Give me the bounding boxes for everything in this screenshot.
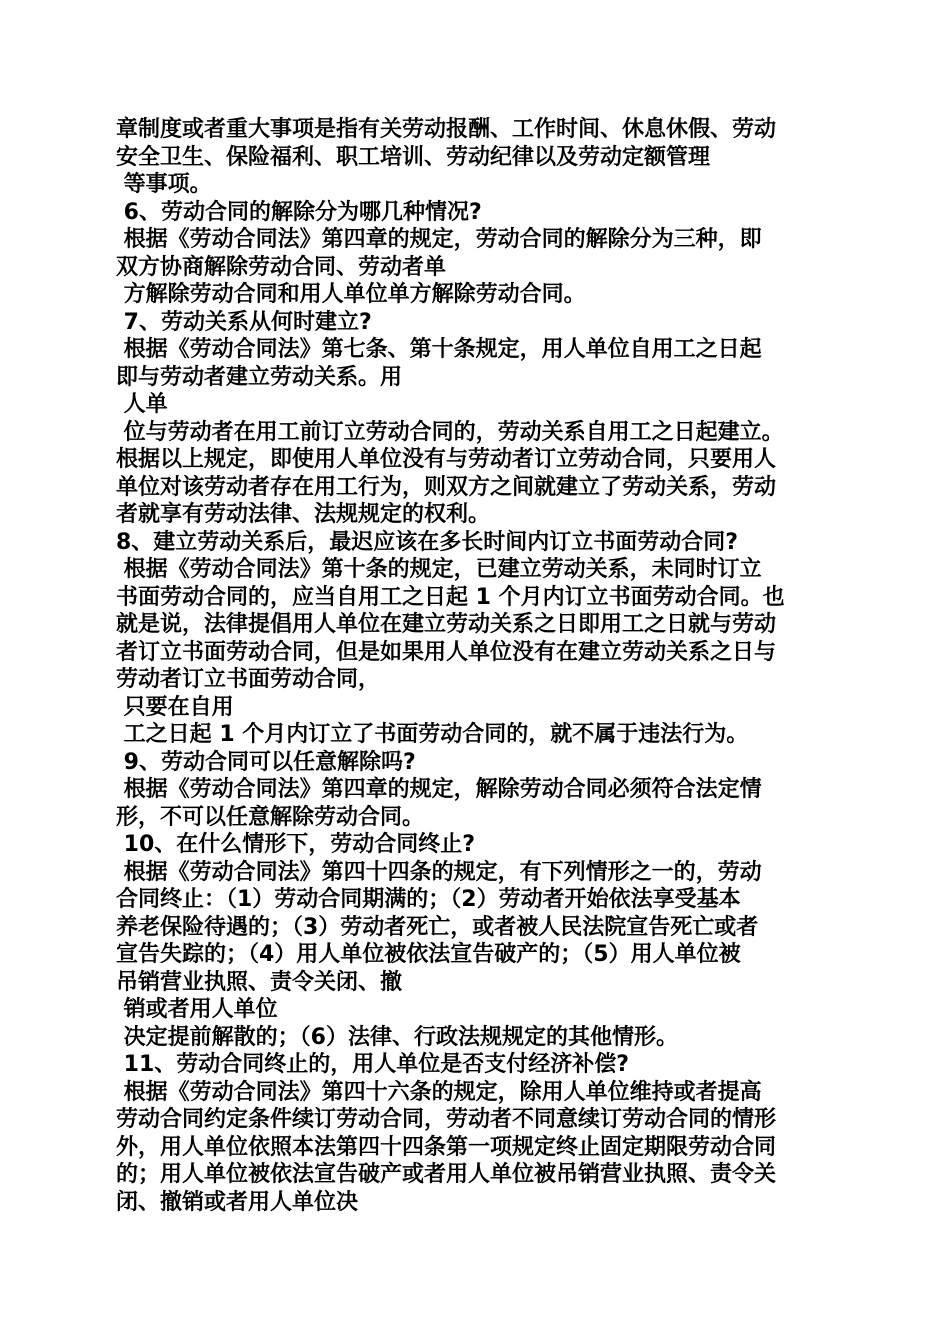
text-line: 根据《劳动合同法》第十条的规定，已建立劳动关系，未同时订立: [116, 557, 762, 582]
text-line: 根据《劳动合同法》第四章的规定，劳动合同的解除分为三种，即: [116, 227, 762, 252]
text-line: 根据《劳动合同法》第七条、第十条规定，用人单位自用工之日起: [116, 337, 762, 362]
text-line: 根据《劳动合同法》第四十六条的规定，除用人单位维持或者提高: [116, 1079, 762, 1105]
question-heading: 11、劳动合同终止的，用人单位是否支付经济补偿?: [116, 1052, 630, 1077]
text-line: 合同终止：（1）劳动合同期满的；（2）劳动者开始依法享受基本: [116, 887, 741, 912]
text-line: 外，用人单位依照本法第四十四条第一项规定终止固定期限劳动合同: [116, 1134, 777, 1160]
text-line: 书面劳动合同的，应当自用工之日起 1 个月内订立书面劳动合同。也: [116, 584, 785, 610]
text-line: 闭、撤销或者用人单位决: [116, 1189, 359, 1215]
text-line: 的；用人单位被依法宣告破产或者用人单位被吊销营业执照、责令关: [116, 1162, 777, 1187]
text-line: 者订立书面劳动合同，但是如果用人单位没有在建立劳动关系之日与: [116, 639, 777, 665]
question-heading: 8、建立劳动关系后，最迟应该在多长时间内订立书面劳动合同?: [116, 529, 739, 555]
text-line: 只要在自用: [116, 694, 234, 720]
text-line: 根据以上规定，即使用人单位没有与劳动者订立劳动合同，只要用人: [116, 447, 777, 472]
text-line: 就是说，法律提倡用人单位在建立劳动关系之日即用工之日就与劳动: [116, 612, 777, 637]
text-line: 养老保险待遇的；（3）劳动者死亡，或者被人民法院宣告死亡或者: [116, 914, 759, 940]
text-line: 双方协商解除劳动合同、劳动者单: [116, 254, 447, 280]
text-line: 章制度或者重大事项是指有关劳动报酬、工作时间、休息休假、劳动: [116, 117, 777, 142]
question-heading: 9、劳动合同可以任意解除吗?: [116, 749, 416, 775]
text-line: 吊销营业执照、责令关闭、撤: [116, 969, 403, 995]
text-line: 者就享有劳动法律、法规规定的权利。: [116, 502, 491, 527]
text-line: 人单: [116, 392, 168, 417]
text-line: 工之日起 1 个月内订立了书面劳动合同的，就不属于违法行为。: [116, 722, 749, 747]
text-line: 劳动合同约定条件续订劳动合同，劳动者不同意续订劳动合同的情形: [116, 1107, 777, 1132]
question-heading: 10、在什么情形下，劳动合同终止?: [116, 832, 476, 857]
text-line: 劳动者订立书面劳动合同，: [116, 667, 381, 692]
text-line: 单位对该劳动者存在用工行为，则双方之间就建立了劳动关系，劳动: [116, 474, 777, 500]
text-line: 等事项。: [116, 172, 212, 197]
document-page: [116, 116, 846, 1216]
text-line: 形，不可以任意解除劳动合同。: [116, 804, 425, 830]
text-line: 位与劳动者在用工前订立劳动合同的，劳动关系自用工之日起建立。: [116, 419, 784, 445]
text-line: 即与劳动者建立劳动关系。用: [116, 364, 403, 390]
text-line: 方解除劳动合同和用人单位单方解除劳动合同。: [116, 282, 586, 307]
text-line: 根据《劳动合同法》第四十四条的规定，有下列情形之一的，劳动: [116, 859, 762, 885]
question-heading: 6、劳动合同的解除分为哪几种情况?: [116, 199, 482, 225]
text-line: 安全卫生、保险福利、职工培训、劳动纪律以及劳动定额管理: [116, 144, 711, 170]
question-heading: 7、劳动关系从何时建立?: [116, 309, 372, 335]
text-line: 根据《劳动合同法》第四章的规定，解除劳动合同必须符合法定情: [116, 777, 762, 802]
text-line: 销或者用人单位: [116, 997, 278, 1022]
text-line: 决定提前解散的；（6）法律、行政法规规定的其他情形。: [116, 1024, 678, 1050]
text-line: 宣告失踪的；（4）用人单位被依法宣告破产的；（5）用人单位被: [116, 942, 741, 967]
